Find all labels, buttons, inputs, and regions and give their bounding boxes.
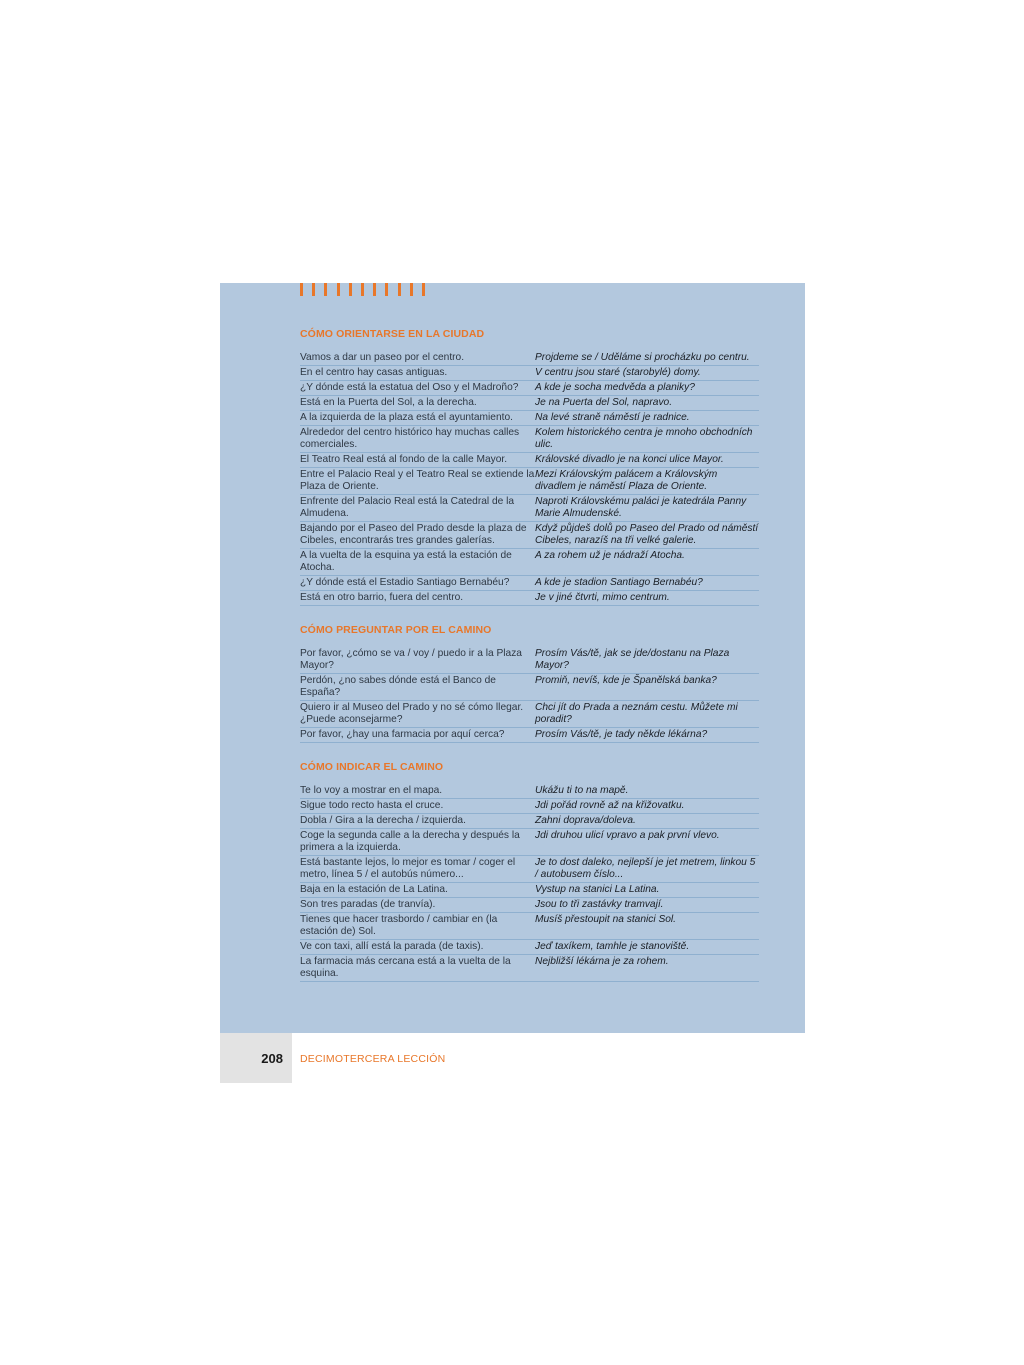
czech-translation: Mezi Královským palácem a Královským divadlem je náměstí Plaza de Oriente. [535, 469, 718, 492]
phrase-row [300, 453, 759, 468]
spanish-phrase: Sigue todo recto hasta el cruce. [300, 800, 444, 811]
spanish-phrase: La farmacia más cercana está a la vuelta de la esquina. [300, 956, 511, 979]
czech-translation: Je to dost daleko, nejlepší je jet metrem, linkou 5 / autobusem číslo... [535, 857, 756, 880]
spanish-phrase: A la vuelta de la esquina ya está la estación de Atocha. [300, 550, 512, 573]
czech-translation: A kde je stadion Santiago Bernabéu? [535, 577, 703, 588]
phrase-row [300, 576, 759, 591]
section-title: CÓMO INDICAR EL CAMINO [300, 761, 444, 773]
spanish-phrase: Dobla / Gira a la derecha / izquierda. [300, 815, 466, 826]
czech-translation: Vystup na stanici La Latina. [535, 884, 660, 895]
czech-translation: Promiň, nevíš, kde je Španělská banka? [535, 675, 717, 686]
czech-translation: Jdi pořád rovně až na křižovatku. [535, 800, 685, 811]
phrase-row [300, 522, 759, 549]
phrase-row [300, 814, 759, 829]
spanish-phrase: Está bastante lejos, lo mejor es tomar / coger el metro, línea 5 / el autobús número... [300, 857, 516, 880]
spanish-phrase: Coge la segunda calle a la derecha y después la primera a la izquierda. [300, 830, 520, 853]
spanish-phrase: El Teatro Real está al fondo de la calle Mayor. [300, 454, 508, 465]
phrase-row [300, 728, 759, 743]
section-title: CÓMO ORIENTARSE EN LA CIUDAD [300, 328, 485, 340]
spanish-phrase: ¿Y dónde está el Estadio Santiago Bernabéu? [300, 577, 510, 588]
spanish-phrase: Ve con taxi, allí está la parada (de taxis). [300, 941, 484, 952]
czech-translation: Ukážu ti to na mapě. [535, 785, 629, 796]
spanish-phrase: A la izquierda de la plaza está el ayuntamiento. [300, 412, 513, 423]
phrase-row [300, 955, 759, 982]
phrase-row [300, 591, 759, 606]
spanish-phrase: Alrededor del centro histórico hay muchas calles comerciales. [300, 427, 520, 450]
spanish-phrase: Está en otro barrio, fuera del centro. [300, 592, 464, 603]
spanish-phrase: Quiero ir al Museo del Prado y no sé cómo llegar. ¿Puede aconsejarme? [300, 702, 524, 725]
spanish-phrase: Vamos a dar un paseo por el centro. [300, 352, 465, 363]
phrase-row [300, 426, 759, 453]
spanish-phrase: Son tres paradas (de tranvía). [300, 899, 436, 910]
czech-translation: Když půjdeš dolů po Paseo del Prado od náměstí Cibeles, narazíš na tři velké galerie. [535, 523, 759, 546]
spanish-phrase: Por favor, ¿hay una farmacia por aquí cerca? [300, 729, 505, 740]
spanish-phrase: Por favor, ¿cómo se va / voy / puedo ir a la Plaza Mayor? [300, 648, 522, 671]
phrase-content [300, 327, 759, 982]
czech-translation: Jdi druhou ulicí vpravo a pak první vlevo. [535, 830, 720, 841]
czech-translation: Jeď taxíkem, tamhle je stanoviště. [535, 941, 690, 952]
spanish-phrase: Tienes que hacer trasbordo / cambiar en (la estación de) Sol. [300, 914, 498, 937]
czech-translation: Kolem historického centra je mnoho obchodních ulic. [535, 427, 753, 450]
phrase-row [300, 381, 759, 396]
decorative-stripes [300, 283, 434, 296]
spanish-phrase: Bajando por el Paseo del Prado desde la plaza de Cibeles, encontrarás tres grandes galerías. [300, 523, 527, 546]
phrase-row [300, 495, 759, 522]
phrase-row [300, 784, 759, 799]
czech-translation: Zahni doprava/doleva. [535, 815, 636, 826]
spanish-phrase: Enfrente del Palacio Real está la Catedral de la Almudena. [300, 496, 515, 519]
czech-translation: V centru jsou staré (starobylé) domy. [535, 367, 701, 378]
phrase-row [300, 701, 759, 728]
czech-translation: Jsou to tři zastávky tramvají. [535, 899, 664, 910]
phrase-section [300, 760, 759, 982]
phrase-section [300, 623, 759, 743]
phrase-row [300, 468, 759, 495]
czech-translation: Na levé straně náměstí je radnice. [535, 412, 690, 423]
czech-translation: A kde je socha medvěda a planiky? [535, 382, 695, 393]
spanish-phrase: Entre el Palacio Real y el Teatro Real se extiende la Plaza de Oriente. [300, 469, 535, 492]
phrase-row [300, 883, 759, 898]
phrase-row [300, 647, 759, 674]
czech-translation: Prosím Vás/tě, je tady někde lékárna? [535, 729, 708, 740]
phrase-section [300, 327, 759, 606]
phrase-row [300, 940, 759, 955]
spanish-phrase: En el centro hay casas antiguas. [300, 367, 448, 378]
czech-translation: Je na Puerta del Sol, napravo. [535, 397, 673, 408]
phrase-row [300, 829, 759, 856]
spanish-phrase: Está en la Puerta del Sol, a la derecha. [300, 397, 477, 408]
phrase-row [300, 351, 759, 366]
czech-translation: Projdeme se / Uděláme si procházku po centru. [535, 352, 750, 363]
spanish-phrase: Te lo voy a mostrar en el mapa. [300, 785, 443, 796]
phrase-row [300, 549, 759, 576]
spanish-phrase: ¿Y dónde está la estatua del Oso y el Madroño? [300, 382, 519, 393]
czech-translation: Královské divadlo je na konci ulice Mayor. [535, 454, 724, 465]
vocabulary-panel [220, 283, 805, 1033]
phrase-row [300, 799, 759, 814]
czech-translation: Nejbližší lékárna je za rohem. [535, 956, 669, 967]
phrase-row [300, 674, 759, 701]
czech-translation: Je v jiné čtvrti, mimo centrum. [535, 592, 670, 603]
phrase-row [300, 396, 759, 411]
phrase-row [300, 898, 759, 913]
phrase-row [300, 856, 759, 883]
czech-translation: Prosím Vás/tě, jak se jde/dostanu na Plaza Mayor? [535, 648, 730, 671]
chapter-title: DECIMOTERCERA LECCIÓN [300, 1053, 446, 1065]
phrase-row [300, 366, 759, 381]
czech-translation: Musíš přestoupit na stanici Sol. [535, 914, 676, 925]
page-number: 208 [261, 1051, 283, 1066]
page-number-box [220, 1033, 292, 1083]
czech-translation: Naproti Královskému paláci je katedrála Panny Marie Almudenské. [535, 496, 747, 519]
section-title: CÓMO PREGUNTAR POR EL CAMINO [300, 624, 492, 636]
czech-translation: Chci jít do Prada a neznám cestu. Můžete mi poradit? [535, 702, 738, 725]
czech-translation: A za rohem už je nádraží Atocha. [535, 550, 685, 561]
spanish-phrase: Baja en la estación de La Latina. [300, 884, 448, 895]
spanish-phrase: Perdón, ¿no sabes dónde está el Banco de España? [300, 675, 496, 698]
phrase-row [300, 913, 759, 940]
phrase-row [300, 411, 759, 426]
